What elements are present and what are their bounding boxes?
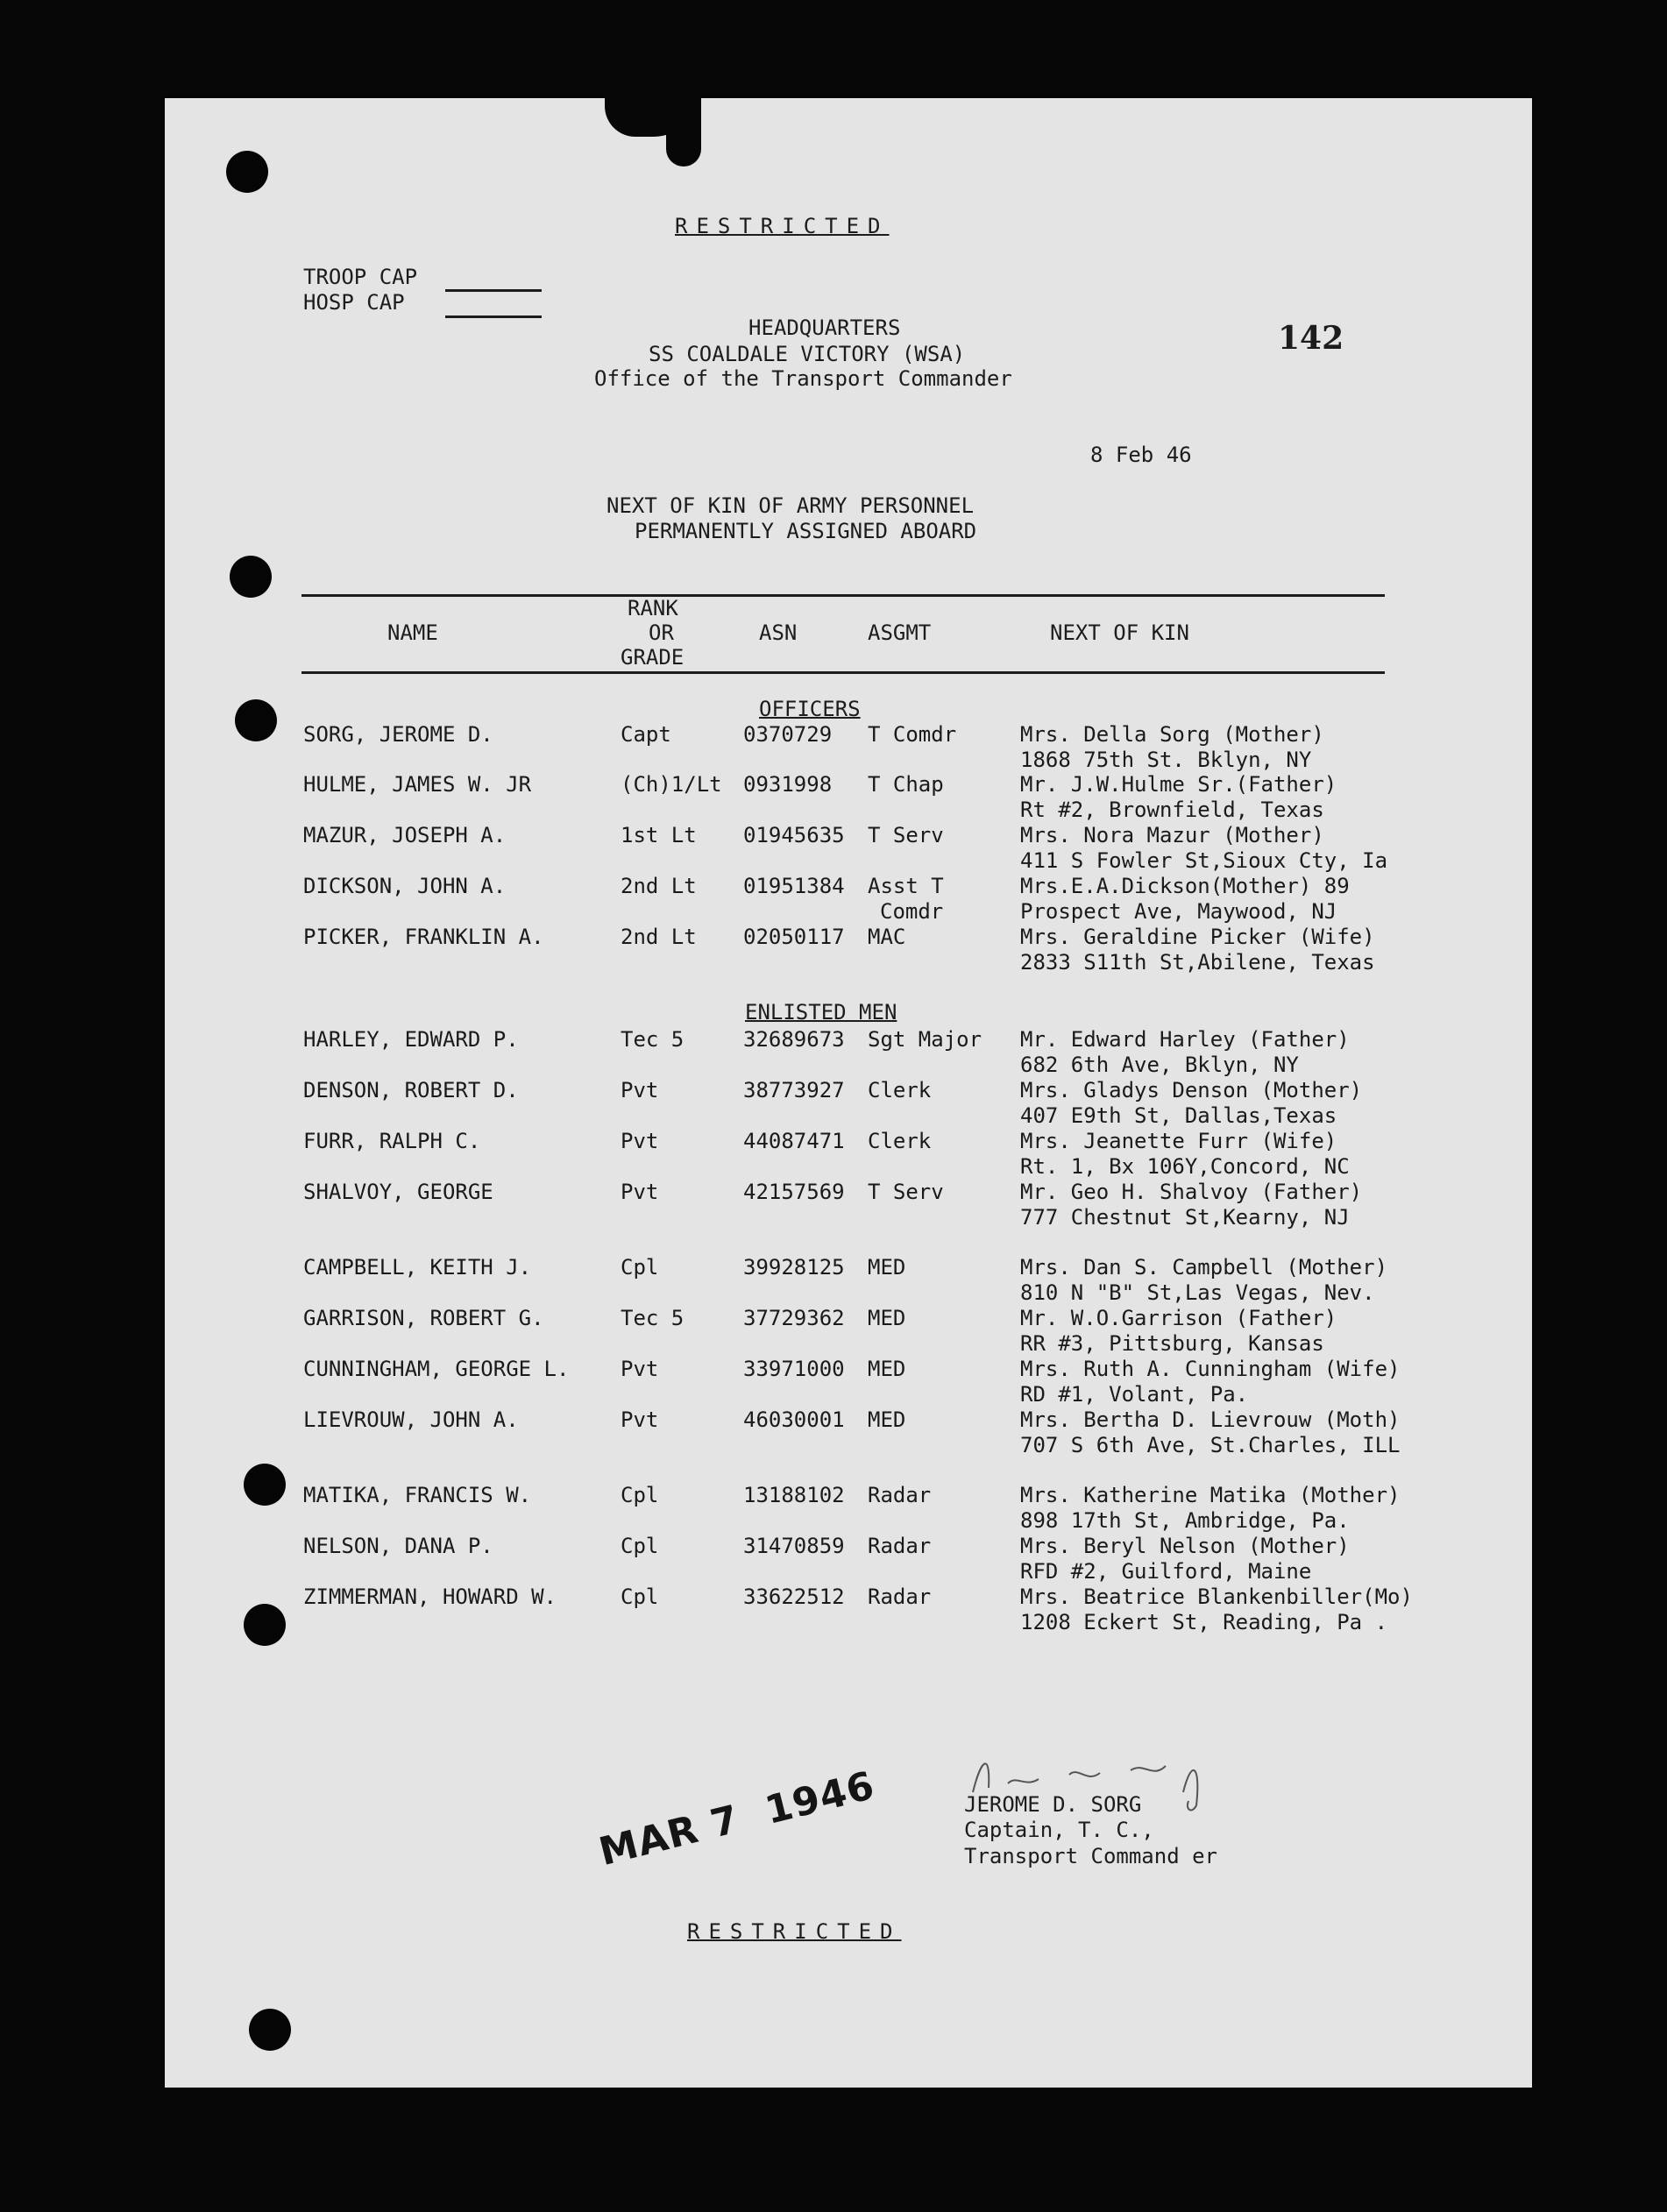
page-number: 142	[1278, 320, 1344, 357]
row-name: NELSON, DANA P.	[303, 1534, 493, 1558]
row-next-of-kin-address: Rt #2, Brownfield, Texas	[1020, 798, 1324, 822]
row-name: MAZUR, JOSEPH A.	[303, 823, 507, 847]
row-name: LIEVROUW, JOHN A.	[303, 1407, 519, 1432]
title-line-1: NEXT OF KIN OF ARMY PERSONNEL	[607, 493, 975, 518]
row-asn: 39928125	[743, 1255, 845, 1280]
row-assignment: T Comdr	[868, 722, 957, 747]
row-rank: Pvt	[621, 1078, 659, 1102]
hosp-cap-blank	[445, 315, 542, 318]
row-name: DENSON, ROBERT D.	[303, 1078, 519, 1102]
row-name: CAMPBELL, KEITH J.	[303, 1255, 532, 1280]
row-rank: Cpl	[621, 1585, 659, 1609]
punch-hole	[244, 1604, 286, 1646]
row-next-of-kin-address: RD #1, Volant, Pa.	[1020, 1382, 1249, 1407]
row-next-of-kin-address: 1868 75th St. Bklyn, NY	[1020, 748, 1312, 772]
row-name: ZIMMERMAN, HOWARD W.	[303, 1585, 557, 1609]
row-next-of-kin: Mrs. Geraldine Picker (Wife)	[1020, 925, 1375, 949]
row-next-of-kin: Mrs. Dan S. Campbell (Mother)	[1020, 1255, 1388, 1280]
col-rank-3: GRADE	[621, 645, 685, 670]
row-assignment: Radar	[868, 1585, 932, 1609]
row-name: GARRISON, ROBERT G.	[303, 1306, 544, 1330]
header-office: Office of the Transport Commander	[594, 366, 1012, 391]
troop-cap-blank	[445, 289, 542, 292]
row-next-of-kin-address: 682 6th Ave, Bklyn, NY	[1020, 1053, 1299, 1077]
row-assignment: Clerk	[868, 1129, 932, 1153]
row-assignment: Radar	[868, 1534, 932, 1558]
row-next-of-kin: Mr. W.O.Garrison (Father)	[1020, 1306, 1337, 1330]
row-rank: Cpl	[621, 1483, 659, 1507]
row-asn: 0931998	[743, 772, 833, 797]
classification-top: RESTRICTED	[675, 214, 890, 238]
row-next-of-kin-address: 898 17th St, Ambridge, Pa.	[1020, 1508, 1350, 1533]
troop-cap-label: TROOP CAP	[303, 265, 418, 289]
row-assignment: Clerk	[868, 1078, 932, 1102]
row-next-of-kin: Mrs. Beryl Nelson (Mother)	[1020, 1534, 1350, 1558]
table-top-rule	[301, 594, 1385, 597]
row-asn: 42157569	[743, 1180, 845, 1204]
section-enlisted: ENLISTED MEN	[745, 1000, 897, 1024]
punch-hole	[230, 556, 272, 598]
col-name: NAME	[387, 620, 438, 645]
torn-edge	[666, 88, 701, 167]
row-asn: 02050117	[743, 925, 845, 949]
row-assignment: T Serv	[868, 1180, 944, 1204]
row-assignment: MED	[868, 1255, 906, 1280]
signer-name: JEROME D. SORG	[964, 1792, 1142, 1817]
row-next-of-kin: Mrs. Beatrice Blankenbiller(Mo)	[1020, 1585, 1413, 1609]
row-assignment: T Chap	[868, 772, 944, 797]
row-asn: 33622512	[743, 1585, 845, 1609]
row-next-of-kin-address: 810 N "B" St,Las Vegas, Nev.	[1020, 1280, 1375, 1305]
row-asn: 44087471	[743, 1129, 845, 1153]
row-assignment: Sgt Major	[868, 1027, 982, 1052]
row-next-of-kin: Mr. Edward Harley (Father)	[1020, 1027, 1350, 1052]
row-next-of-kin-address: 777 Chestnut St,Kearny, NJ	[1020, 1205, 1350, 1230]
row-next-of-kin: Mr. Geo H. Shalvoy (Father)	[1020, 1180, 1363, 1204]
row-asn: 46030001	[743, 1407, 845, 1432]
row-next-of-kin-address: 707 S 6th Ave, St.Charles, ILL	[1020, 1433, 1401, 1457]
row-next-of-kin: Mrs. Bertha D. Lievrouw (Moth)	[1020, 1407, 1401, 1432]
row-assignment: MED	[868, 1357, 906, 1381]
row-rank: Pvt	[621, 1357, 659, 1381]
row-rank: Tec 5	[621, 1306, 685, 1330]
row-next-of-kin-address: RFD #2, Guilford, Maine	[1020, 1559, 1312, 1584]
row-rank: Pvt	[621, 1129, 659, 1153]
row-assignment: MED	[868, 1306, 906, 1330]
row-name: FURR, RALPH C.	[303, 1129, 481, 1153]
row-rank: Capt	[621, 722, 671, 747]
row-asn: 13188102	[743, 1483, 845, 1507]
classification-bottom: RESTRICTED	[687, 1919, 902, 1944]
row-asn: 32689673	[743, 1027, 845, 1052]
row-asn: 38773927	[743, 1078, 845, 1102]
row-rank: Tec 5	[621, 1027, 685, 1052]
row-next-of-kin: Mrs. Ruth A. Cunningham (Wife)	[1020, 1357, 1401, 1381]
row-rank: Pvt	[621, 1180, 659, 1204]
row-rank: 1st Lt	[621, 823, 697, 847]
col-next-of-kin: NEXT OF KIN	[1050, 620, 1189, 645]
table-header-rule	[301, 671, 1385, 674]
col-asn: ASN	[759, 620, 798, 645]
row-next-of-kin: Mrs. Della Sorg (Mother)	[1020, 722, 1324, 747]
row-assignment: T Serv	[868, 823, 944, 847]
row-assignment: MED	[868, 1407, 906, 1432]
punch-hole	[235, 699, 277, 741]
signer-title-1: Captain, T. C.,	[964, 1818, 1154, 1842]
row-name: MATIKA, FRANCIS W.	[303, 1483, 532, 1507]
row-next-of-kin-address: Rt. 1, Bx 106Y,Concord, NC	[1020, 1154, 1350, 1179]
row-next-of-kin: Mrs. Jeanette Furr (Wife)	[1020, 1129, 1337, 1153]
row-next-of-kin-address: 411 S Fowler St,Sioux Cty, Ia	[1020, 848, 1388, 873]
header-hq: HEADQUARTERS	[748, 315, 901, 340]
row-next-of-kin: Mrs.E.A.Dickson(Mother) 89	[1020, 874, 1350, 898]
row-name: HARLEY, EDWARD P.	[303, 1027, 519, 1052]
row-asn: 0370729	[743, 722, 833, 747]
row-next-of-kin: Mrs. Gladys Denson (Mother)	[1020, 1078, 1363, 1102]
row-next-of-kin-address: RR #3, Pittsburg, Kansas	[1020, 1331, 1324, 1356]
row-next-of-kin: Mrs. Nora Mazur (Mother)	[1020, 823, 1324, 847]
row-rank: 2nd Lt	[621, 925, 697, 949]
punch-hole	[244, 1464, 286, 1506]
hosp-cap-label: HOSP CAP	[303, 290, 405, 315]
punch-hole	[249, 2009, 291, 2051]
col-asgmt: ASGMT	[868, 620, 932, 645]
row-next-of-kin-address: 2833 S11th St,Abilene, Texas	[1020, 950, 1375, 975]
row-asn: 01951384	[743, 874, 845, 898]
row-name: CUNNINGHAM, GEORGE L.	[303, 1357, 570, 1381]
row-next-of-kin: Mrs. Katherine Matika (Mother)	[1020, 1483, 1401, 1507]
row-name: SORG, JEROME D.	[303, 722, 493, 747]
row-assignment-cont: Comdr	[880, 899, 944, 924]
col-rank-1: RANK	[628, 596, 678, 620]
row-assignment: Radar	[868, 1483, 932, 1507]
row-next-of-kin-address: 407 E9th St, Dallas,Texas	[1020, 1103, 1337, 1128]
row-rank: Cpl	[621, 1255, 659, 1280]
row-assignment: MAC	[868, 925, 906, 949]
title-line-2: PERMANENTLY ASSIGNED ABOARD	[635, 519, 977, 543]
row-name: PICKER, FRANKLIN A.	[303, 925, 544, 949]
row-rank: 2nd Lt	[621, 874, 697, 898]
row-next-of-kin: Mr. J.W.Hulme Sr.(Father)	[1020, 772, 1337, 797]
section-officers: OFFICERS	[759, 697, 861, 721]
row-name: HULME, JAMES W. JR	[303, 772, 532, 797]
row-rank: Cpl	[621, 1534, 659, 1558]
row-asn: 33971000	[743, 1357, 845, 1381]
row-next-of-kin-address: 1208 Eckert St, Reading, Pa .	[1020, 1610, 1388, 1634]
date-received-stamp: MAR 7 1946	[594, 1762, 880, 1875]
row-assignment: Asst T	[868, 874, 944, 898]
row-rank: (Ch)1/Lt	[621, 772, 722, 797]
row-next-of-kin-address: Prospect Ave, Maywood, NJ	[1020, 899, 1337, 924]
col-rank-2: OR	[649, 620, 674, 645]
row-asn: 37729362	[743, 1306, 845, 1330]
row-name: SHALVOY, GEORGE	[303, 1180, 493, 1204]
document-date: 8 Feb 46	[1090, 443, 1192, 467]
row-name: DICKSON, JOHN A.	[303, 874, 507, 898]
punch-hole	[226, 151, 268, 193]
row-asn: 01945635	[743, 823, 845, 847]
row-asn: 31470859	[743, 1534, 845, 1558]
row-rank: Pvt	[621, 1407, 659, 1432]
signer-title-2: Transport Command er	[964, 1844, 1217, 1868]
header-ship: SS COALDALE VICTORY (WSA)	[649, 342, 966, 366]
